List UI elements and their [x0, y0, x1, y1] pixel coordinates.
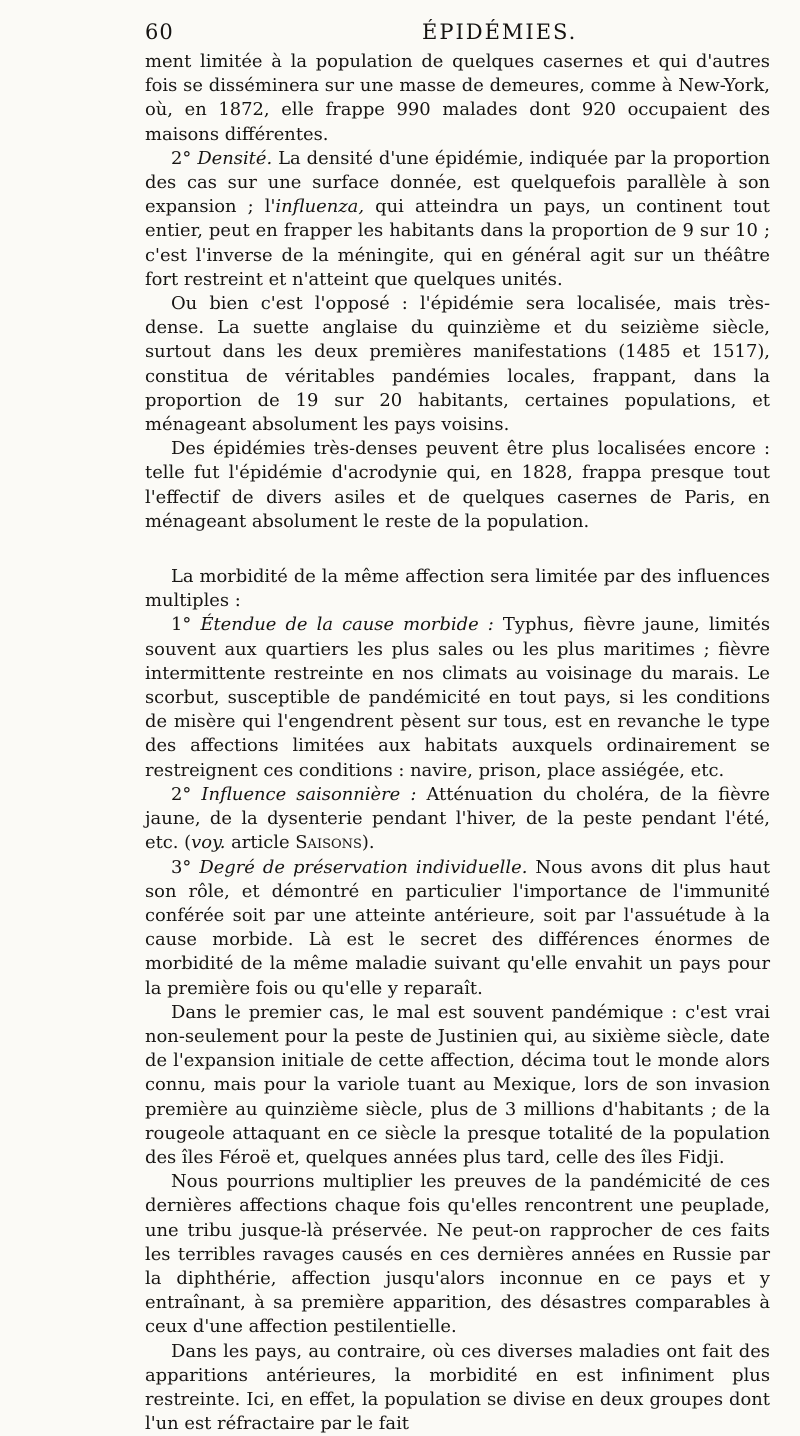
paragraph-p6 — [145, 613, 770, 782]
italic-text: Étendue de la cause morbide : — [200, 614, 494, 636]
text-run: Dans les pays, au contraire, où ces diverses maladies ont fait des apparitions antérieures, la morbidité en est infiniment plus restreinte. Ici, en effet, la population se divise en deux groupes dont l'un est réfractaire par le fait — [145, 1340, 770, 1435]
italic-text: influenza, — [275, 196, 365, 218]
text-run: article — [225, 832, 296, 854]
paragraph-p10 — [145, 1170, 770, 1339]
paragraph-p4 — [145, 437, 770, 534]
paragraph-p9 — [145, 1001, 770, 1170]
section-gap — [145, 534, 770, 565]
text-run: La densité d'une épidémie, indiquée par la proportion des cas sur une surface donnée, est quelquefois parallèle à son expansion ; l' — [145, 147, 771, 218]
paragraph-p2 — [145, 147, 770, 292]
page-header — [145, 20, 770, 50]
text-run: 2° — [171, 783, 202, 805]
italic-text: Influence saisonnière : — [201, 783, 417, 805]
paragraph-p1 — [145, 50, 770, 147]
text-run: Dans le premier cas, le mal est souvent pandémique : c'est vrai non-seulement pour la peste de Justinien qui, au sixième siècle, date de l'expansion initiale de cette affection, décima tout le monde alors connu, mais pour la variole tuant au Mexique, lors de son invasion première au quinzième siècle, plus de 3 millions d'habitants ; de la rougeole attaquant en ce siècle la presque totalité de la population des îles Féroë et, quelques années plus tard, celle des îles Fidji. — [145, 1001, 770, 1168]
running-title: ÉPIDÉMIES. — [422, 20, 578, 44]
paragraph-p8 — [145, 856, 770, 1001]
body-text — [145, 50, 770, 1436]
page-number: 60 — [145, 20, 174, 44]
text-run: 3° — [171, 856, 200, 878]
text-run: Atténuation du choléra, de la fièvre jaune, de la dysenterie pendant l'hiver, de la peste pendant l'été, etc. ( — [145, 783, 771, 854]
text-run: Nous pourrions multiplier les preuves de la pandémicité de ces dernières affections chaque fois qu'elles rencontrent une peuplade, une tribu jusque-là préservée. Ne peut-on rapprocher de ces faits les terribles ravages causés en ces dernières années en Russie par la diphthérie, affection jusqu'alors inconnue en ce pays et y entraînant, à sa première apparition, des désastres comparables à ceux d'une affection pestilentielle. — [145, 1171, 770, 1338]
text-run: 2° — [171, 147, 198, 169]
text-run: ). — [361, 832, 375, 854]
italic-text: voy. — [191, 832, 226, 854]
text-run: La morbidité de la même affection sera limitée par des influences multiples : — [145, 566, 770, 612]
text-run: 1° — [171, 614, 201, 636]
text-run: Nous avons dit plus haut son rôle, et démontré en particulier l'importance de l'immunité conférée soit par une atteinte antérieure, soit par l'assuétude à la cause morbide. Là est le secret des différences énormes de morbidité de la même maladie suivant qu'elle envahit un pays pour la première fois ou qu'elle y reparaît. — [145, 856, 771, 999]
paragraph-p5 — [145, 565, 770, 613]
paragraph-p11 — [145, 1340, 770, 1436]
text-run: qui atteindra un pays, un continent tout entier, peut en frapper les habitants dans la proportion de 9 sur 10 ; c'est l'inverse de la méningite, qui en général agit sur un théâtre fort restreint et n'atteint que quelques unités. — [145, 196, 770, 290]
italic-text: Degré de préservation individuelle. — [199, 856, 528, 878]
text-run: ment limitée à la population de quelques casernes et qui d'autres fois se disséminera sur une masse de demeures, comme à New-York, où, en 1872, elle frappe 990 malades dont 920 occupaient des maisons différentes. — [145, 51, 770, 145]
italic-text: Densité. — [197, 147, 273, 169]
text-run: Typhus, fièvre jaune, limités souvent aux quartiers les plus sales ou les plus maritimes ; fièvre intermittente restreinte en nos climats au voisinage du marais. Le scorbut, susceptible de pandémicité en tout pays, si les conditions de misère qui l'engendrent pèsent sur tous, est en revanche le type des affections limitées aux habitats auxquels ordinairement se restreignent ces conditions : navire, prison, place assiégée, etc. — [145, 614, 771, 781]
small-caps-text: Saisons — [295, 832, 362, 854]
text-run: Des épidémies très-denses peuvent être plus localisées encore : telle fut l'épidémie d'acrodynie qui, en 1828, frappa presque tout l'effectif de divers asiles et de quelques casernes de Paris, en ménageant absolument le reste de la population. — [145, 438, 770, 532]
text-run: Ou bien c'est l'opposé : l'épidémie sera localisée, mais très-dense. La suette anglaise du quinzième et du seizième siècle, surtout dans les deux premières manifestations (1485 et 1517), constitua de véritables pandémies locales, frappant, dans la proportion de 19 sur 20 habitants, certaines populations, et ménageant absolument les pays voisins. — [145, 293, 770, 436]
paragraph-p3 — [145, 292, 770, 437]
paragraph-p7 — [145, 783, 770, 856]
